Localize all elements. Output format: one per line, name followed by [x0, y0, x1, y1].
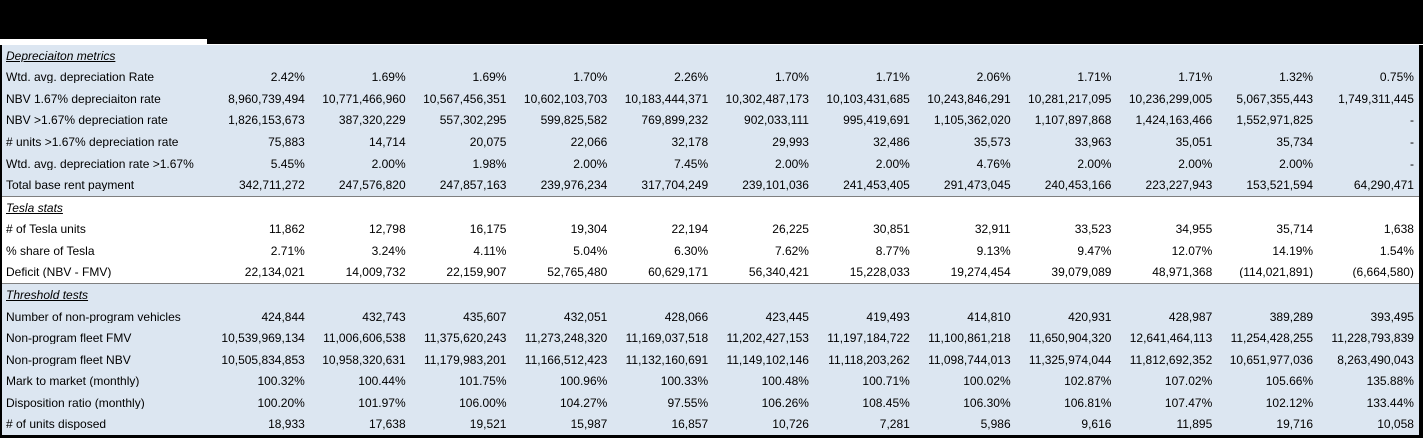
cell-value: 108.45%	[862, 396, 910, 409]
cell-value: 100.71%	[862, 375, 910, 388]
cell-value: 19,274,454	[950, 266, 1011, 279]
cell-value: 1,105,362,020	[933, 114, 1011, 127]
cell-value: 5.04%	[573, 244, 608, 257]
row-label: Mark to market (monthly)	[6, 375, 140, 388]
cell-value: 387,320,229	[338, 114, 406, 127]
cell-value: 33,963	[1074, 136, 1112, 149]
redacted-column-headers	[207, 39, 1423, 44]
cell-value: 10,958,320,631	[322, 353, 406, 366]
section-header-row	[2, 196, 1419, 219]
row-label: # of units disposed	[6, 418, 107, 431]
cell-value: 14,009,732	[345, 266, 406, 279]
cell-value: 5.45%	[270, 157, 305, 170]
metrics-table	[0, 45, 1423, 438]
cell-value: 1,749,311,445	[1338, 92, 1414, 105]
cell-value: 22,194	[671, 223, 709, 236]
cell-value: 64,290,471	[1353, 179, 1414, 192]
section-header-row	[2, 45, 1419, 67]
cell-value: 10,771,466,960	[322, 92, 406, 105]
cell-value: 48,971,368	[1152, 266, 1213, 279]
cell-value: 11,179,983,201	[423, 353, 507, 366]
cell-value: 241,453,405	[843, 179, 910, 192]
cell-value: 11,202,427,153	[726, 332, 809, 345]
cell-value: 11,862	[269, 223, 305, 236]
cell-value: 1.71%	[1077, 71, 1112, 84]
cell-value: 15,228,033	[849, 266, 910, 279]
cell-value: 5,067,355,443	[1236, 92, 1314, 105]
cell-value: 1.71%	[1178, 71, 1213, 84]
cell-value: 4.11%	[473, 244, 507, 257]
table-row	[2, 67, 1419, 89]
cell-value: 30,851	[873, 223, 910, 236]
cell-value: 428,066	[664, 310, 709, 323]
table-row	[2, 153, 1419, 175]
cell-value: 6.30%	[674, 244, 709, 257]
cell-value: 10,505,834,853	[221, 353, 305, 366]
cell-value: 100.02%	[963, 375, 1011, 388]
cell-value: 16,175	[469, 223, 507, 236]
table-row	[2, 110, 1419, 132]
cell-value: 11,006,606,538	[323, 332, 406, 345]
cell-value: 100.20%	[257, 396, 305, 409]
cell-value: 769,899,232	[641, 114, 709, 127]
cell-value: 1.98%	[472, 157, 507, 170]
cell-value: 106.00%	[459, 396, 507, 409]
cell-value: -	[1409, 136, 1414, 149]
cell-value: 423,445	[765, 310, 809, 323]
cell-value: 2.00%	[1178, 157, 1213, 170]
cell-value: 19,716	[1276, 418, 1314, 431]
row-label: Non-program fleet FMV	[6, 332, 132, 345]
cell-value: 11,273,248,320	[524, 332, 608, 345]
cell-value: 291,473,045	[943, 179, 1011, 192]
cell-value: 100.96%	[559, 375, 608, 388]
row-label: # units >1.67% depreciation rate	[6, 136, 179, 149]
cell-value: 100.44%	[358, 375, 406, 388]
cell-value: 17,638	[368, 418, 406, 431]
row-label: Wtd. avg. depreciation rate >1.67%	[6, 157, 194, 170]
cell-value: 101.75%	[459, 375, 507, 388]
cell-value: 11,375,620,243	[423, 332, 507, 345]
cell-value: 4.76%	[976, 157, 1011, 170]
cell-value: 239,101,036	[742, 179, 809, 192]
table-row	[2, 174, 1419, 196]
cell-value: 100.48%	[761, 375, 809, 388]
row-label: Wtd. avg. depreciation Rate	[6, 71, 155, 84]
cell-value: 414,810	[967, 310, 1011, 323]
table-row	[2, 131, 1419, 153]
cell-value: 424,844	[261, 310, 305, 323]
row-label: Non-program fleet NBV	[6, 353, 131, 366]
cell-value: 2.06%	[976, 71, 1011, 84]
cell-value: 11,166,512,423	[524, 353, 608, 366]
cell-value: 435,607	[463, 310, 507, 323]
row-label: NBV >1.67% depreciation rate	[6, 114, 168, 127]
table-row	[2, 327, 1419, 349]
cell-value: 1,107,897,868	[1034, 114, 1112, 127]
cell-value: 2.26%	[674, 71, 709, 84]
cell-value: 35,714	[1276, 223, 1314, 236]
cell-value: 12,798	[368, 223, 406, 236]
cell-value: 97.55%	[667, 396, 709, 409]
cell-value: 14,714	[368, 136, 406, 149]
cell-value: 11,812,692,352	[1129, 353, 1213, 366]
cell-value: 11,254,428,255	[1230, 332, 1314, 345]
cell-value: 32,486	[873, 136, 910, 149]
redacted-header-band	[0, 0, 1423, 39]
cell-value: 11,098,744,013	[928, 353, 1011, 366]
row-label: # of Tesla units	[6, 223, 86, 236]
section-header-row	[2, 283, 1419, 306]
cell-value: 22,134,021	[244, 266, 305, 279]
cell-value: 9,616	[1081, 418, 1112, 431]
cell-value: 100.33%	[660, 375, 709, 388]
cell-value: 432,051	[563, 310, 608, 323]
row-label: NBV 1.67% depreciaiton rate	[6, 92, 161, 105]
cell-value: 52,765,480	[547, 266, 608, 279]
cell-value: 1,424,163,466	[1135, 114, 1213, 127]
section-title: Threshold tests	[6, 288, 89, 301]
cell-value: 393,495	[1370, 310, 1414, 323]
cell-value: 239,976,234	[540, 179, 608, 192]
cell-value: 2.00%	[875, 157, 910, 170]
row-label: Total base rent payment	[6, 179, 135, 192]
cell-value: 432,743	[362, 310, 406, 323]
cell-value: 557,302,295	[439, 114, 507, 127]
cell-value: 19,521	[469, 418, 507, 431]
cell-value: 2.00%	[573, 157, 608, 170]
cell-value: 10,539,969,134	[221, 332, 305, 345]
cell-value: 223,227,943	[1145, 179, 1213, 192]
cell-value: 1.71%	[875, 71, 910, 84]
cell-value: 10,058	[1377, 418, 1414, 431]
cell-value: 1,552,971,825	[1236, 114, 1314, 127]
cell-value: 1.54%	[1379, 244, 1414, 257]
cell-value: 342,711,272	[238, 179, 305, 192]
cell-value: 902,033,111	[744, 114, 809, 127]
table-row	[2, 262, 1419, 284]
cell-value: 19,304	[570, 223, 608, 236]
cell-value: 16,857	[671, 418, 709, 431]
cell-value: 10,281,217,095	[1028, 92, 1112, 105]
cell-value: 1.69%	[371, 71, 406, 84]
cell-value: 11,197,184,722	[827, 332, 910, 345]
cell-value: 11,325,974,044	[1028, 353, 1112, 366]
cell-value: 35,051	[1175, 136, 1213, 149]
section-title: Depreciaiton metrics	[6, 49, 116, 62]
cell-value: 8,263,490,043	[1337, 353, 1414, 366]
cell-value: 2.00%	[1077, 157, 1112, 170]
cell-value: 389,289	[1269, 310, 1314, 323]
cell-value: 100.32%	[257, 375, 305, 388]
cell-value: 18,933	[268, 418, 305, 431]
cell-value: 247,857,163	[439, 179, 507, 192]
cell-value: 153,521,594	[1246, 179, 1314, 192]
cell-value: 20,075	[469, 136, 507, 149]
cell-value: 8,960,739,494	[228, 92, 305, 105]
cell-value: 1,826,153,673	[228, 114, 305, 127]
cell-value: 10,651,977,036	[1229, 353, 1314, 366]
cell-value: 11,149,102,146	[726, 353, 809, 366]
cell-value: 7.62%	[774, 244, 809, 257]
cell-value: (6,664,580)	[1352, 266, 1414, 279]
cell-value: 5,986	[980, 418, 1011, 431]
cell-value: 428,987	[1168, 310, 1213, 323]
cell-value: 2.42%	[270, 71, 305, 84]
cell-value: 2.00%	[1279, 157, 1314, 170]
cell-value: 102.87%	[1064, 375, 1112, 388]
cell-value: 11,650,904,320	[1028, 332, 1112, 345]
section-title: Tesla stats	[6, 201, 63, 214]
cell-value: 32,911	[974, 223, 1011, 236]
row-label: % share of Tesla	[6, 244, 95, 257]
cell-value: 420,931	[1068, 310, 1112, 323]
cell-value: 107.02%	[1164, 375, 1213, 388]
cell-value: 10,243,846,291	[927, 92, 1011, 105]
cell-value: 240,453,166	[1044, 179, 1112, 192]
table-row	[2, 414, 1419, 436]
cell-value: (114,021,891)	[1239, 266, 1314, 279]
cell-value: 9.47%	[1077, 244, 1112, 257]
cell-value: 1.70%	[573, 71, 608, 84]
cell-value: 599,825,582	[540, 114, 608, 127]
cell-value: 2.00%	[774, 157, 809, 170]
cell-value: 11,895	[1176, 418, 1213, 431]
cell-value: 101.97%	[358, 396, 406, 409]
cell-value: 11,228,793,839	[1331, 332, 1414, 345]
cell-value: 104.27%	[559, 396, 608, 409]
cell-value: 1.69%	[472, 71, 507, 84]
cell-value: 29,993	[772, 136, 809, 149]
table-row	[2, 219, 1419, 241]
cell-value: 1.70%	[774, 71, 809, 84]
cell-value: 8.77%	[875, 244, 910, 257]
cell-value: 247,576,820	[338, 179, 406, 192]
cell-value: 32,178	[671, 136, 709, 149]
cell-value: 2.00%	[371, 157, 406, 170]
cell-value: 102.12%	[1265, 396, 1314, 409]
table-row	[2, 88, 1419, 110]
cell-value: 0.75%	[1379, 71, 1414, 84]
cell-value: 10,103,431,685	[826, 92, 910, 105]
cell-value: 11,132,160,691	[625, 353, 709, 366]
row-label: Deficit (NBV - FMV)	[6, 266, 112, 279]
cell-value: 133.44%	[1366, 396, 1414, 409]
table-row	[2, 306, 1419, 328]
cell-value: 10,183,444,371	[624, 92, 709, 105]
row-label: Number of non-program vehicles	[6, 310, 181, 323]
cell-value: 34,955	[1175, 223, 1213, 236]
cell-value: 12,641,464,113	[1129, 332, 1213, 345]
cell-value: 135.88%	[1366, 375, 1414, 388]
table-row	[2, 370, 1419, 392]
cell-value: 60,629,171	[648, 266, 709, 279]
cell-value: 106.26%	[761, 396, 809, 409]
row-label: Disposition ratio (monthly)	[6, 396, 145, 409]
cell-value: 75,883	[268, 136, 305, 149]
cell-value: 419,493	[866, 310, 910, 323]
cell-value: 1.32%	[1279, 71, 1314, 84]
cell-value: 3.24%	[371, 244, 406, 257]
cell-value: 12.07%	[1171, 244, 1213, 257]
cell-value: 317,704,249	[641, 179, 709, 192]
cell-value: 106.81%	[1064, 396, 1112, 409]
cell-value: 9.13%	[976, 244, 1011, 257]
cell-value: 22,066	[570, 136, 608, 149]
cell-value: 26,225	[772, 223, 809, 236]
cell-value: -	[1409, 114, 1414, 127]
table-row	[2, 240, 1419, 262]
cell-value: 35,734	[1276, 136, 1314, 149]
cell-value: 995,419,691	[843, 114, 910, 127]
cell-value: 11,100,861,218	[928, 332, 1011, 345]
cell-value: 22,159,907	[446, 266, 507, 279]
cell-value: 14.19%	[1272, 244, 1314, 257]
cell-value: 56,340,421	[748, 266, 809, 279]
cell-value: 35,573	[973, 136, 1011, 149]
cell-value: 11,169,037,518	[625, 332, 709, 345]
cell-value: 10,302,487,173	[725, 92, 809, 105]
cell-value: 10,726	[772, 418, 809, 431]
cell-value: 7.45%	[674, 157, 709, 170]
cell-value: 33,523	[1074, 223, 1112, 236]
cell-value: 2.71%	[270, 244, 305, 257]
cell-value: 39,079,089	[1051, 266, 1112, 279]
table-row	[2, 349, 1419, 371]
cell-value: 107.47%	[1164, 396, 1213, 409]
cell-value: 10,602,103,703	[523, 92, 608, 105]
cell-value: 11,118,203,262	[828, 353, 910, 366]
cell-value: 15,987	[570, 418, 608, 431]
cell-value: 106.30%	[963, 396, 1011, 409]
cell-value: 10,567,456,351	[423, 92, 507, 105]
cell-value: 1,638	[1383, 223, 1414, 236]
cell-value: 10,236,299,005	[1128, 92, 1213, 105]
cell-value: -	[1409, 157, 1414, 170]
cell-value: 105.66%	[1265, 375, 1314, 388]
cell-value: 7,281	[879, 418, 910, 431]
table-row	[2, 392, 1419, 414]
